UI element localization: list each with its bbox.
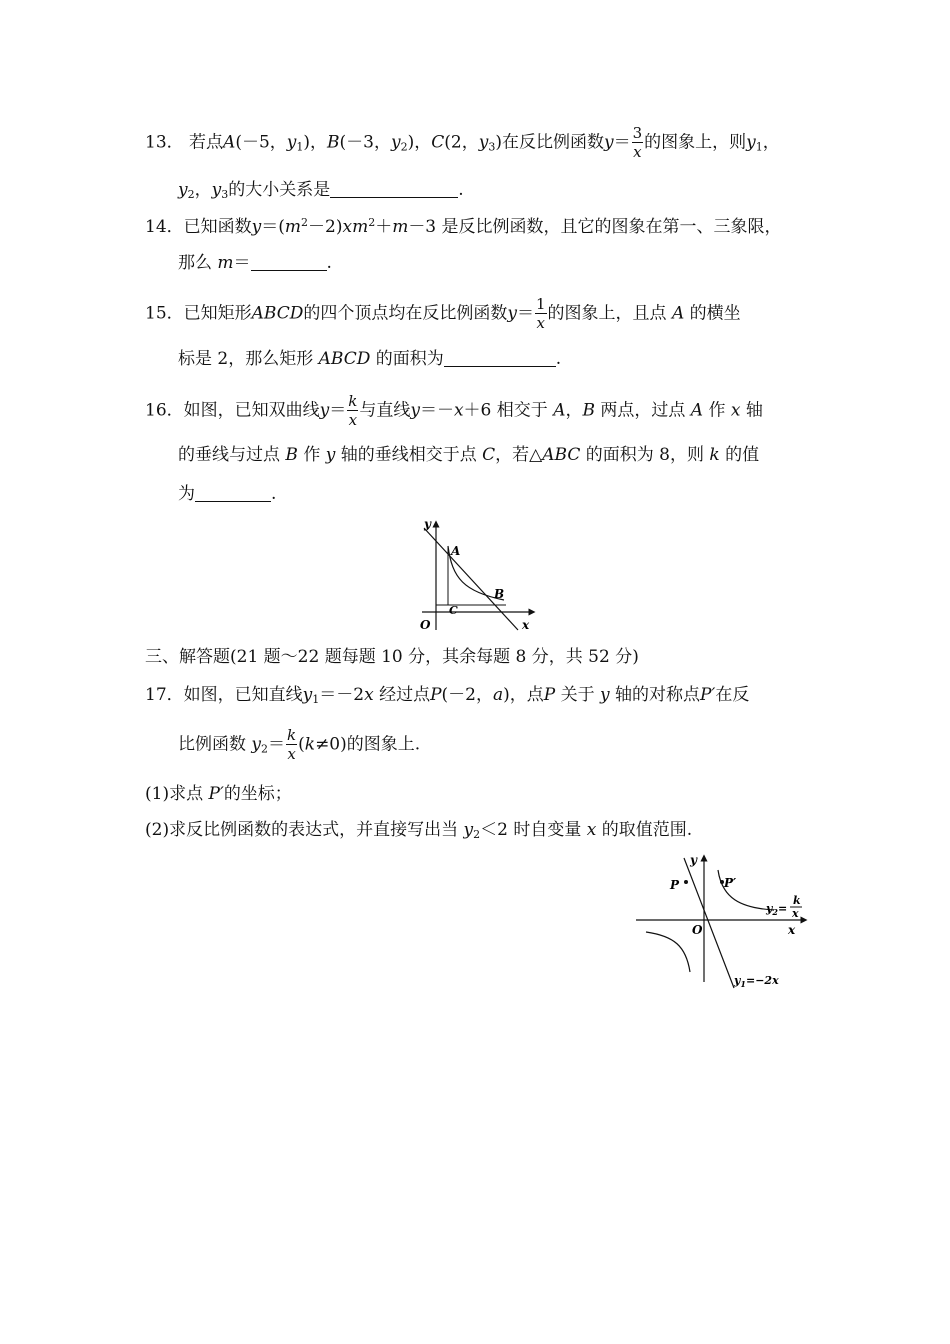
q14-line2 [178, 251, 332, 275]
question-number: 13． [145, 132, 184, 153]
text: 的面积为 [375, 349, 444, 369]
superscript: 2 [368, 216, 376, 229]
text: . [458, 180, 464, 200]
var-y: y [319, 400, 330, 421]
text: 轴 [745, 400, 763, 421]
text: 轴的垂线相交于点 [340, 445, 477, 465]
var-y: y [410, 400, 420, 421]
text: －2) [308, 217, 343, 237]
point-a: A [671, 303, 685, 324]
text: . [326, 253, 332, 273]
text: 轴的对称点 [615, 685, 701, 705]
text: (2)求反比例函数的表达式，并直接写出当 [145, 820, 459, 840]
text: ＋6 相交于 [463, 400, 548, 421]
point-b: B [327, 132, 340, 153]
text: ， [762, 132, 780, 153]
text: 的图象上，则 [644, 132, 747, 153]
label-b: B [494, 587, 505, 601]
text: ＜2 时自变量 [480, 820, 582, 840]
var-k: k [709, 445, 720, 465]
numerator: 3 [632, 124, 643, 142]
label-c: C [449, 604, 458, 617]
text: 若点 [189, 132, 224, 153]
var-a: a [492, 685, 504, 705]
var-x: x [453, 400, 464, 421]
text: 的面积为 8，则 [585, 445, 704, 465]
text: . [271, 484, 277, 504]
q16-figure [414, 516, 544, 636]
point-p: P [430, 685, 442, 705]
text: 如图，已知直线 [183, 685, 303, 705]
point-p-dot [684, 880, 688, 884]
subscript: 2 [187, 188, 195, 201]
var-y: y [251, 217, 262, 237]
var-y: y [211, 180, 222, 200]
rect-abcd: ABCD [318, 349, 371, 369]
var-y: y [600, 685, 610, 705]
var-x: x [364, 685, 374, 705]
denominator: x [536, 314, 545, 332]
text: 在反 [715, 685, 750, 705]
label-x: x [522, 618, 530, 632]
text: ， [194, 180, 212, 200]
var-k: k [304, 734, 316, 755]
text: )，点 [503, 685, 544, 705]
label-y: y [424, 517, 431, 531]
hyperbola-branch-3 [646, 932, 690, 972]
text: 已知函数 [183, 217, 252, 237]
q13-line2 [178, 178, 464, 202]
fraction [632, 126, 644, 160]
text: 比例函数 [178, 734, 246, 755]
text: 的四个顶点均在反比例函数 [303, 303, 508, 324]
label-y1: $y_1=-2x$ [734, 974, 779, 989]
text: 的值 [725, 445, 760, 465]
var-y: y [478, 132, 489, 153]
q17-part2 [145, 818, 692, 842]
var-m: m [284, 217, 302, 237]
label-y: y [690, 853, 697, 867]
q14-line1 [145, 215, 782, 239]
text: 为 [178, 484, 195, 504]
text: 标是 2，那么矩形 [178, 349, 314, 369]
denominator: x [633, 143, 642, 161]
equals: ＝ [613, 132, 631, 153]
subscript: 3 [221, 188, 229, 201]
var-m: m [352, 217, 369, 237]
text: 的取值范围. [601, 820, 693, 840]
point-p: P [543, 685, 556, 705]
text: 的垂线与过点 [178, 445, 280, 465]
point-p-prime: P′ [208, 784, 224, 804]
point-b: B [285, 445, 298, 465]
subscript: 3 [488, 140, 496, 154]
text: 两点，过点 [600, 400, 686, 421]
answer-blank[interactable] [444, 348, 556, 367]
text: 已知矩形 [183, 303, 252, 324]
text: 作 [708, 400, 726, 421]
text: (1)求点 [145, 784, 204, 804]
subscript: 2 [261, 742, 269, 756]
text: 如图，已知双曲线 [183, 400, 320, 421]
subscript: 1 [312, 693, 320, 706]
text: 的坐标； [223, 784, 292, 804]
equals: ＝ [516, 303, 534, 324]
var-x: x [730, 400, 741, 421]
text: (－3， [339, 132, 391, 153]
point-c: C [431, 132, 445, 153]
text: 经过点 [379, 685, 431, 705]
fraction [286, 728, 297, 762]
point-a: A [690, 400, 704, 421]
text: 与直线 [359, 400, 411, 421]
text: 那么 [178, 253, 212, 273]
label-o: O [692, 923, 703, 937]
var-y: y [746, 132, 756, 153]
question-number: 16． [145, 400, 184, 421]
var-y: y [286, 132, 297, 153]
text: )， [303, 132, 328, 153]
var-m: m [217, 253, 234, 273]
text: ＝ [233, 253, 251, 273]
text: ＝－2 [319, 685, 365, 705]
point-b: B [582, 400, 595, 421]
answer-blank[interactable] [330, 179, 458, 198]
var-y: y [463, 820, 474, 840]
text: ，若△ [495, 445, 543, 465]
subscript: 1 [296, 140, 304, 154]
var-y: y [178, 180, 188, 200]
q16-line3 [178, 482, 276, 506]
text: )在反比例函数 [495, 132, 604, 153]
subscript: 2 [473, 828, 481, 841]
superscript: 2 [301, 216, 309, 229]
var-y: y [302, 685, 313, 705]
var-y: y [507, 303, 517, 324]
point-a: A [223, 132, 236, 153]
answer-blank[interactable] [195, 483, 271, 502]
text: 的横坐 [689, 303, 741, 324]
var-y: y [251, 734, 262, 755]
text: . [555, 349, 562, 369]
label-o: O [420, 618, 431, 632]
var-x: x [586, 820, 597, 840]
line-y-neg-x-plus-6 [424, 528, 518, 630]
text: (－2， [441, 685, 493, 705]
equals: ＝ [329, 400, 347, 421]
q16-line1 [145, 394, 763, 428]
var-y: y [325, 445, 336, 465]
label-p-prime: P′ [724, 876, 737, 890]
var-y: y [603, 132, 614, 153]
q15-line2 [178, 347, 561, 371]
point-a: A [553, 400, 566, 421]
equals: ＝ [268, 734, 286, 755]
text: 作 [303, 445, 321, 465]
point-c: C [482, 445, 496, 465]
question-number: 15． [145, 303, 184, 324]
subscript: 1 [755, 140, 763, 154]
text: (2， [444, 132, 479, 153]
var-y: y [390, 132, 401, 153]
fraction [347, 394, 358, 428]
text: ＝－ [419, 400, 454, 421]
q17-line2 [178, 728, 420, 762]
label-k: k [793, 894, 801, 907]
section-heading: 三、解答题(21 题～22 题每题 10 分，其余每题 8 分，共 52 分) [145, 647, 639, 667]
label-x: x [788, 923, 796, 937]
var-m: m [392, 217, 409, 237]
text: ， [565, 400, 583, 421]
q13-line1 [145, 126, 780, 160]
text: ( [298, 734, 305, 755]
q15-line1 [145, 297, 741, 331]
text: 关于 [560, 685, 595, 705]
question-number: 17． [145, 685, 184, 705]
label-y2: $y_2=$ [766, 902, 788, 917]
text: ＝( [261, 217, 285, 237]
rect-abcd: ABCD [251, 303, 304, 324]
label-a: A [451, 544, 461, 558]
point-p-prime: P′ [700, 685, 716, 705]
text: ≠0)的图象上. [315, 734, 421, 755]
question-number: 14． [145, 217, 184, 237]
numerator: k [287, 726, 297, 744]
numerator: k [348, 392, 358, 410]
text: 的图象上，且点 [547, 303, 667, 324]
denominator: x [287, 745, 296, 763]
fraction [535, 297, 547, 331]
text: (－5， [235, 132, 287, 153]
text: －3 是反比例函数，且它的图象在第一、三象限， [408, 217, 782, 237]
var-x: x [342, 217, 353, 237]
triangle-abc: ABC [542, 445, 581, 465]
numerator: 1 [535, 295, 546, 313]
text: )， [407, 132, 432, 153]
q16-line2 [178, 443, 759, 467]
answer-blank[interactable] [251, 252, 327, 271]
q17-line1 [145, 683, 749, 707]
q17-part1 [145, 782, 292, 806]
text: ＋ [375, 217, 393, 237]
subscript: 2 [400, 140, 408, 154]
q17-figure [634, 852, 814, 992]
label-kx: x [792, 907, 799, 920]
label-p: P [670, 878, 680, 892]
denominator: x [348, 411, 358, 429]
text: 的大小关系是 [228, 180, 331, 200]
